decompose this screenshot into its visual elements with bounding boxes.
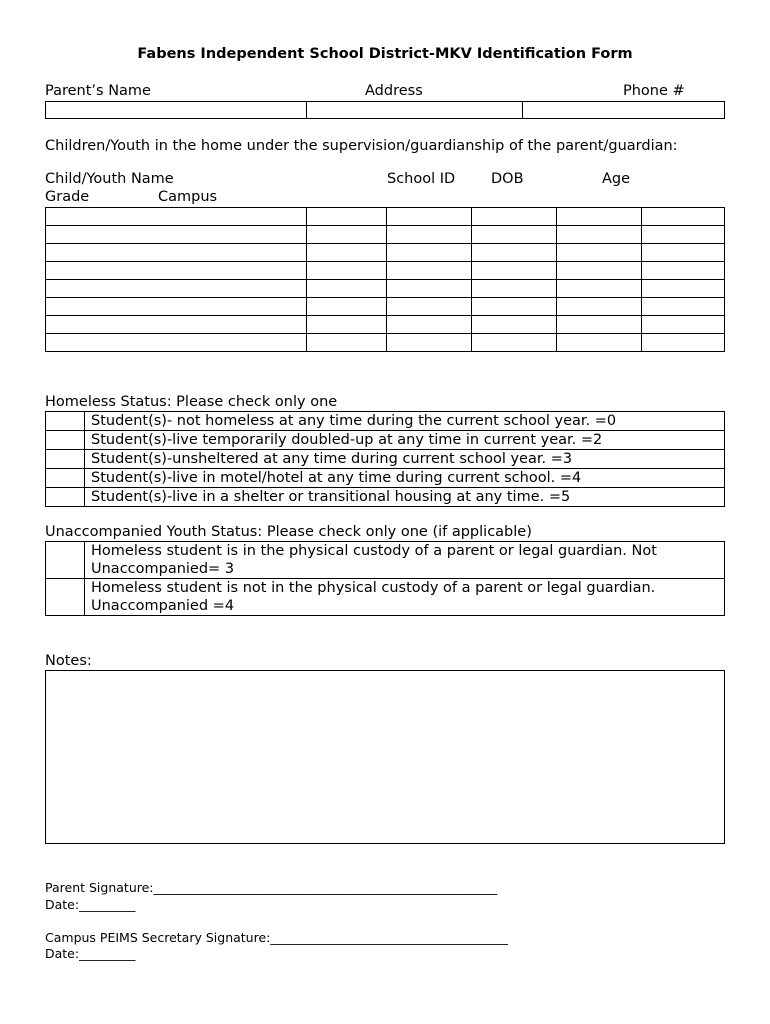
table-row bbox=[46, 334, 725, 352]
table-cell[interactable] bbox=[557, 316, 642, 334]
table-cell[interactable] bbox=[472, 298, 557, 316]
unaccompanied-option-label: Homeless student is in the physical custody of a parent or legal guardian. Not Unaccompanied= 3 bbox=[85, 542, 725, 579]
table-cell[interactable] bbox=[307, 262, 387, 280]
table-cell[interactable] bbox=[642, 208, 725, 226]
table-cell[interactable] bbox=[557, 208, 642, 226]
homeless-status-table bbox=[45, 411, 725, 507]
homeless-option-checkbox[interactable] bbox=[46, 488, 85, 507]
table-cell[interactable] bbox=[46, 280, 307, 298]
homeless-status-heading: Homeless Status: Please check only one bbox=[45, 394, 338, 410]
table-cell[interactable] bbox=[387, 262, 472, 280]
children-intro: Children/Youth in the home under the supervision/guardianship of the parent/guardian: bbox=[45, 138, 678, 154]
unaccompanied-option-row bbox=[46, 579, 725, 616]
table-cell[interactable] bbox=[557, 244, 642, 262]
notes-label: Notes: bbox=[45, 653, 92, 669]
unaccompanied-option-label: Homeless student is not in the physical custody of a parent or legal guardian. Unaccompanied =4 bbox=[85, 579, 725, 616]
campus-header: Campus bbox=[158, 189, 218, 205]
table-cell[interactable] bbox=[46, 244, 307, 262]
table-cell[interactable] bbox=[472, 208, 557, 226]
parent-name-field[interactable] bbox=[46, 102, 307, 119]
school-id-header: School ID bbox=[387, 171, 456, 187]
table-cell[interactable] bbox=[387, 334, 472, 352]
homeless-option-row bbox=[46, 450, 725, 469]
table-row bbox=[46, 244, 725, 262]
table-cell[interactable] bbox=[387, 280, 472, 298]
table-cell[interactable] bbox=[46, 334, 307, 352]
child-name-header: Child/Youth Name bbox=[45, 171, 174, 187]
table-cell[interactable] bbox=[472, 334, 557, 352]
secretary-signature-line[interactable]: Campus PEIMS Secretary Signature:______________________________________ bbox=[45, 930, 508, 945]
table-cell[interactable] bbox=[472, 280, 557, 298]
table-cell[interactable] bbox=[472, 316, 557, 334]
unaccompanied-option-checkbox[interactable] bbox=[46, 542, 85, 579]
table-cell[interactable] bbox=[642, 280, 725, 298]
table-cell[interactable] bbox=[307, 208, 387, 226]
table-cell[interactable] bbox=[307, 226, 387, 244]
table-cell[interactable] bbox=[387, 244, 472, 262]
age-header: Age bbox=[602, 171, 631, 187]
table-cell[interactable] bbox=[642, 226, 725, 244]
table-cell[interactable] bbox=[307, 316, 387, 334]
notes-field[interactable] bbox=[45, 670, 725, 844]
unaccompanied-option-row bbox=[46, 542, 725, 579]
phone-field[interactable] bbox=[523, 102, 725, 119]
homeless-option-row bbox=[46, 488, 725, 507]
table-cell[interactable] bbox=[472, 262, 557, 280]
table-row bbox=[46, 298, 725, 316]
table-cell[interactable] bbox=[642, 262, 725, 280]
table-cell[interactable] bbox=[46, 226, 307, 244]
homeless-option-row bbox=[46, 412, 725, 431]
address-label: Address bbox=[365, 83, 423, 99]
homeless-option-label: Student(s)- not homeless at any time during the current school year. =0 bbox=[85, 412, 725, 431]
table-cell[interactable] bbox=[557, 280, 642, 298]
table-cell[interactable] bbox=[387, 226, 472, 244]
table-row bbox=[46, 208, 725, 226]
table-cell[interactable] bbox=[642, 244, 725, 262]
table-cell[interactable] bbox=[642, 316, 725, 334]
unaccompanied-option-checkbox[interactable] bbox=[46, 579, 85, 616]
table-cell[interactable] bbox=[557, 334, 642, 352]
table-cell[interactable] bbox=[387, 208, 472, 226]
homeless-option-label: Student(s)-live in motel/hotel at any time during current school. =4 bbox=[85, 469, 725, 488]
parent-info-table bbox=[45, 101, 725, 119]
table-cell[interactable] bbox=[557, 226, 642, 244]
parent-date-line[interactable]: Date:_________ bbox=[45, 897, 136, 912]
table-row bbox=[46, 262, 725, 280]
table-cell[interactable] bbox=[387, 298, 472, 316]
homeless-option-checkbox[interactable] bbox=[46, 412, 85, 431]
parent-name-label: Parent’s Name bbox=[45, 83, 151, 99]
table-cell[interactable] bbox=[307, 244, 387, 262]
unaccompanied-status-table bbox=[45, 541, 725, 616]
homeless-option-label: Student(s)-unsheltered at any time during current school year. =3 bbox=[85, 450, 725, 469]
table-cell[interactable] bbox=[472, 244, 557, 262]
secretary-date-line[interactable]: Date:_________ bbox=[45, 946, 136, 961]
address-field[interactable] bbox=[307, 102, 523, 119]
homeless-option-checkbox[interactable] bbox=[46, 450, 85, 469]
table-cell[interactable] bbox=[307, 334, 387, 352]
table-cell[interactable] bbox=[642, 298, 725, 316]
table-row bbox=[46, 226, 725, 244]
table-cell[interactable] bbox=[557, 298, 642, 316]
table-cell[interactable] bbox=[387, 316, 472, 334]
table-cell[interactable] bbox=[46, 316, 307, 334]
table-cell[interactable] bbox=[557, 262, 642, 280]
homeless-option-label: Student(s)-live in a shelter or transitional housing at any time. =5 bbox=[85, 488, 725, 507]
table-cell[interactable] bbox=[472, 226, 557, 244]
homeless-option-checkbox[interactable] bbox=[46, 469, 85, 488]
table-cell[interactable] bbox=[46, 262, 307, 280]
table-cell[interactable] bbox=[642, 334, 725, 352]
homeless-option-row bbox=[46, 431, 725, 450]
table-row bbox=[46, 316, 725, 334]
unaccompanied-status-heading: Unaccompanied Youth Status: Please check only one (if applicable) bbox=[45, 524, 532, 540]
children-table bbox=[45, 207, 725, 352]
dob-header: DOB bbox=[491, 171, 524, 187]
form-title: Fabens Independent School District-MKV Identification Form bbox=[137, 46, 633, 62]
phone-label: Phone # bbox=[623, 83, 685, 99]
homeless-option-row bbox=[46, 469, 725, 488]
homeless-option-label: Student(s)-live temporarily doubled-up at any time in current year. =2 bbox=[85, 431, 725, 450]
homeless-option-checkbox[interactable] bbox=[46, 431, 85, 450]
parent-signature-line[interactable]: Parent Signature:_______________________________________________________ bbox=[45, 880, 498, 895]
grade-header: Grade bbox=[45, 189, 90, 205]
table-cell[interactable] bbox=[307, 280, 387, 298]
table-cell[interactable] bbox=[307, 298, 387, 316]
table-cell[interactable] bbox=[46, 208, 307, 226]
table-cell[interactable] bbox=[46, 298, 307, 316]
table-row bbox=[46, 280, 725, 298]
